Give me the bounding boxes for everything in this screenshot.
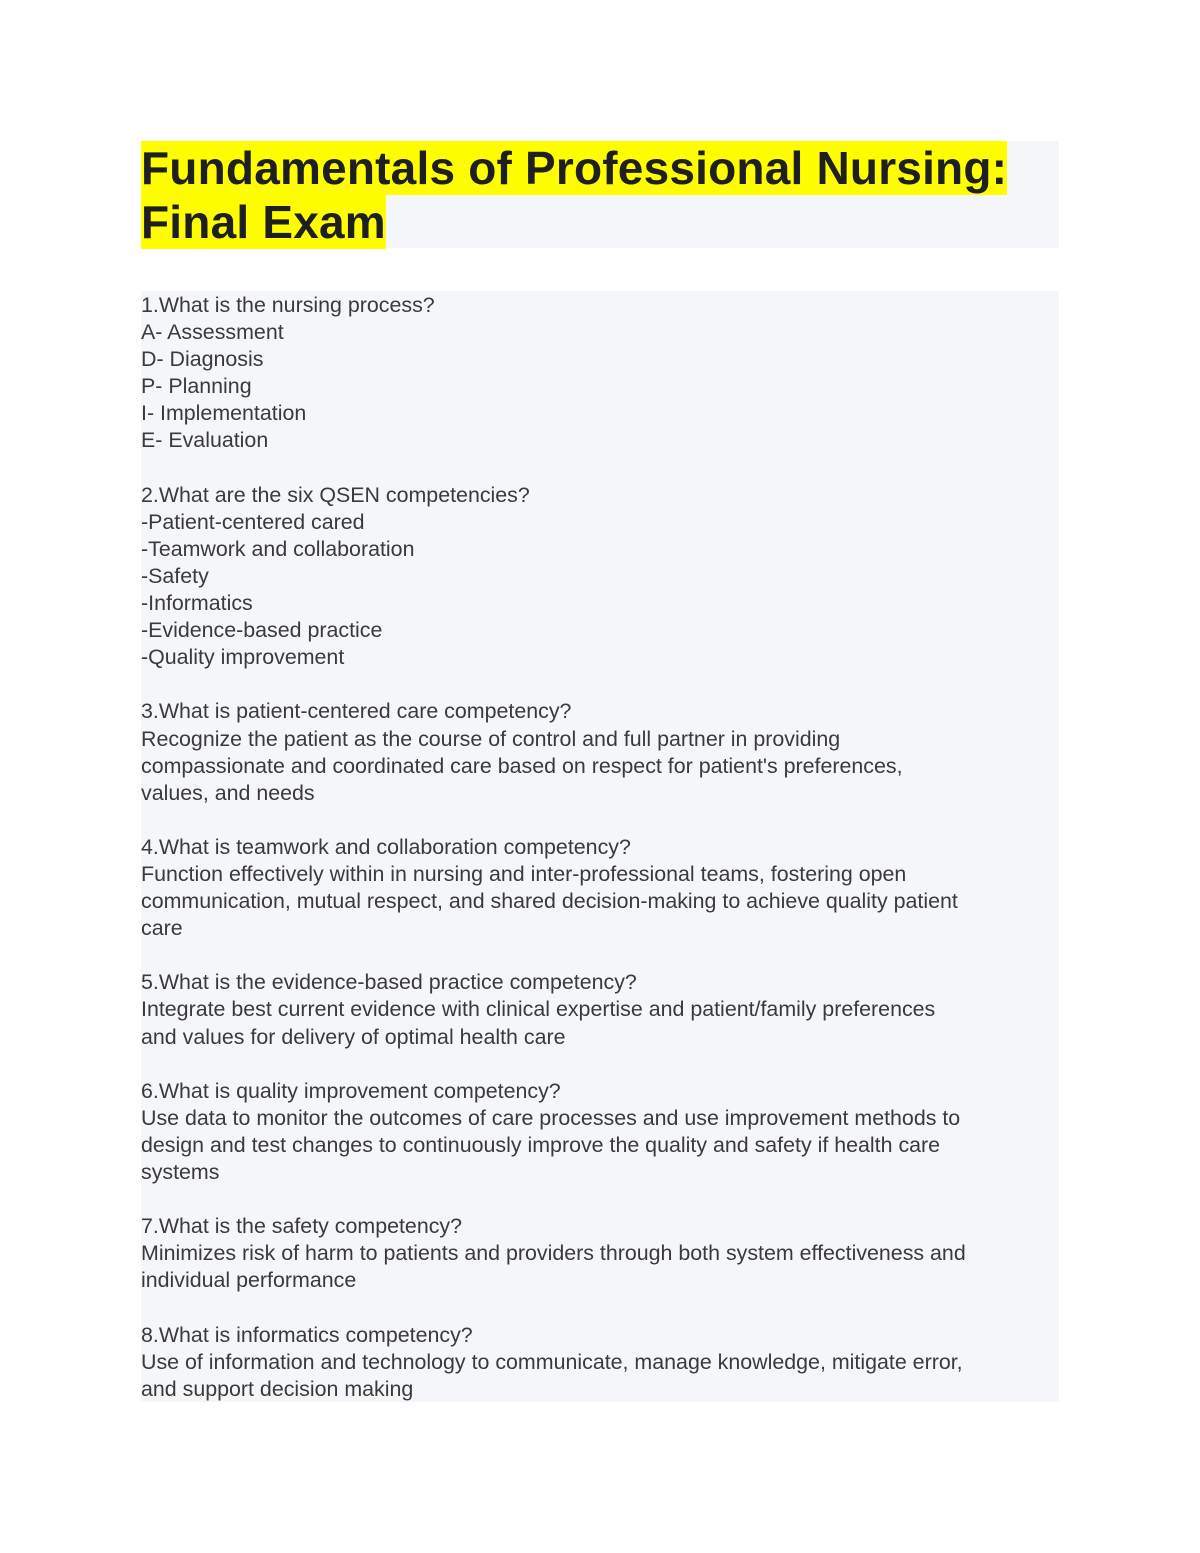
question-item [141,698,1059,806]
answer-line: systems [141,1160,220,1184]
document-title-line-1: Fundamentals of Professional Nursing: [141,142,1008,194]
question-text: 2.What are the six QSEN competencies? [141,482,530,507]
answer-line: communication, mutual respect, and shared decision-making to achieve quality patient [141,889,958,914]
answer-line: individual performance [141,1268,357,1293]
question-text: 1.What is the nursing process? [141,293,435,317]
question-text: 7.What is the safety competency? [141,1214,463,1239]
answer-line: Use data to monitor the outcomes of care processes and use improvement methods to [141,1105,961,1130]
answer-line: -Patient-centered cared [141,509,365,534]
question-item [141,1213,1059,1294]
answer-line: I- Implementation [141,401,307,426]
answer-line: Minimizes risk of harm to patients and providers through both system effectiveness and [141,1241,966,1266]
question-item [141,1078,1059,1186]
answer-line: care [141,916,183,941]
answer-line: compassionate and coordinated care based on respect for patient's preferences, [141,753,903,778]
question-item [141,292,1059,455]
answer-line: -Informatics [141,591,253,616]
question-text: 6.What is quality improvement competency? [141,1078,561,1103]
question-text: 8.What is informatics competency? [141,1322,473,1347]
answer-line: D- Diagnosis [141,347,264,372]
exam-content [141,291,1059,1402]
question-text: 3.What is patient-centered care competency? [141,699,572,724]
answer-line: design and test changes to continuously improve the quality and safety if health care [141,1132,941,1157]
answer-line: E- Evaluation [141,428,269,453]
question-item [141,969,1059,1050]
answer-line: A- Assessment [141,320,284,345]
answer-line: -Evidence-based practice [141,618,383,643]
answer-line: -Safety [141,563,209,588]
question-item [141,482,1059,672]
answer-line: Function effectively within in nursing and inter-professional teams, fostering open [141,861,907,886]
answer-line: Recognize the patient as the course of control and full partner in providing [141,726,841,751]
answer-line: Use of information and technology to communicate, manage knowledge, mitigate error, [141,1349,963,1374]
answer-line: and support decision making [141,1376,414,1401]
question-list [141,291,1059,1403]
document-title-line-2: Final Exam [141,196,386,248]
question-item [141,1322,1059,1403]
question-item [141,834,1059,942]
title-block [141,141,1059,248]
answer-line: P- Planning [141,374,252,399]
question-text: 4.What is teamwork and collaboration competency? [141,834,631,859]
answer-line: -Quality improvement [141,645,345,670]
question-text: 5.What is the evidence-based practice competency? [141,970,637,995]
answer-line: Integrate best current evidence with clinical expertise and patient/family preferences [141,997,936,1022]
answer-line: values, and needs [141,780,315,805]
answer-line: -Teamwork and collaboration [141,536,415,561]
answer-line: and values for delivery of optimal health care [141,1024,566,1049]
